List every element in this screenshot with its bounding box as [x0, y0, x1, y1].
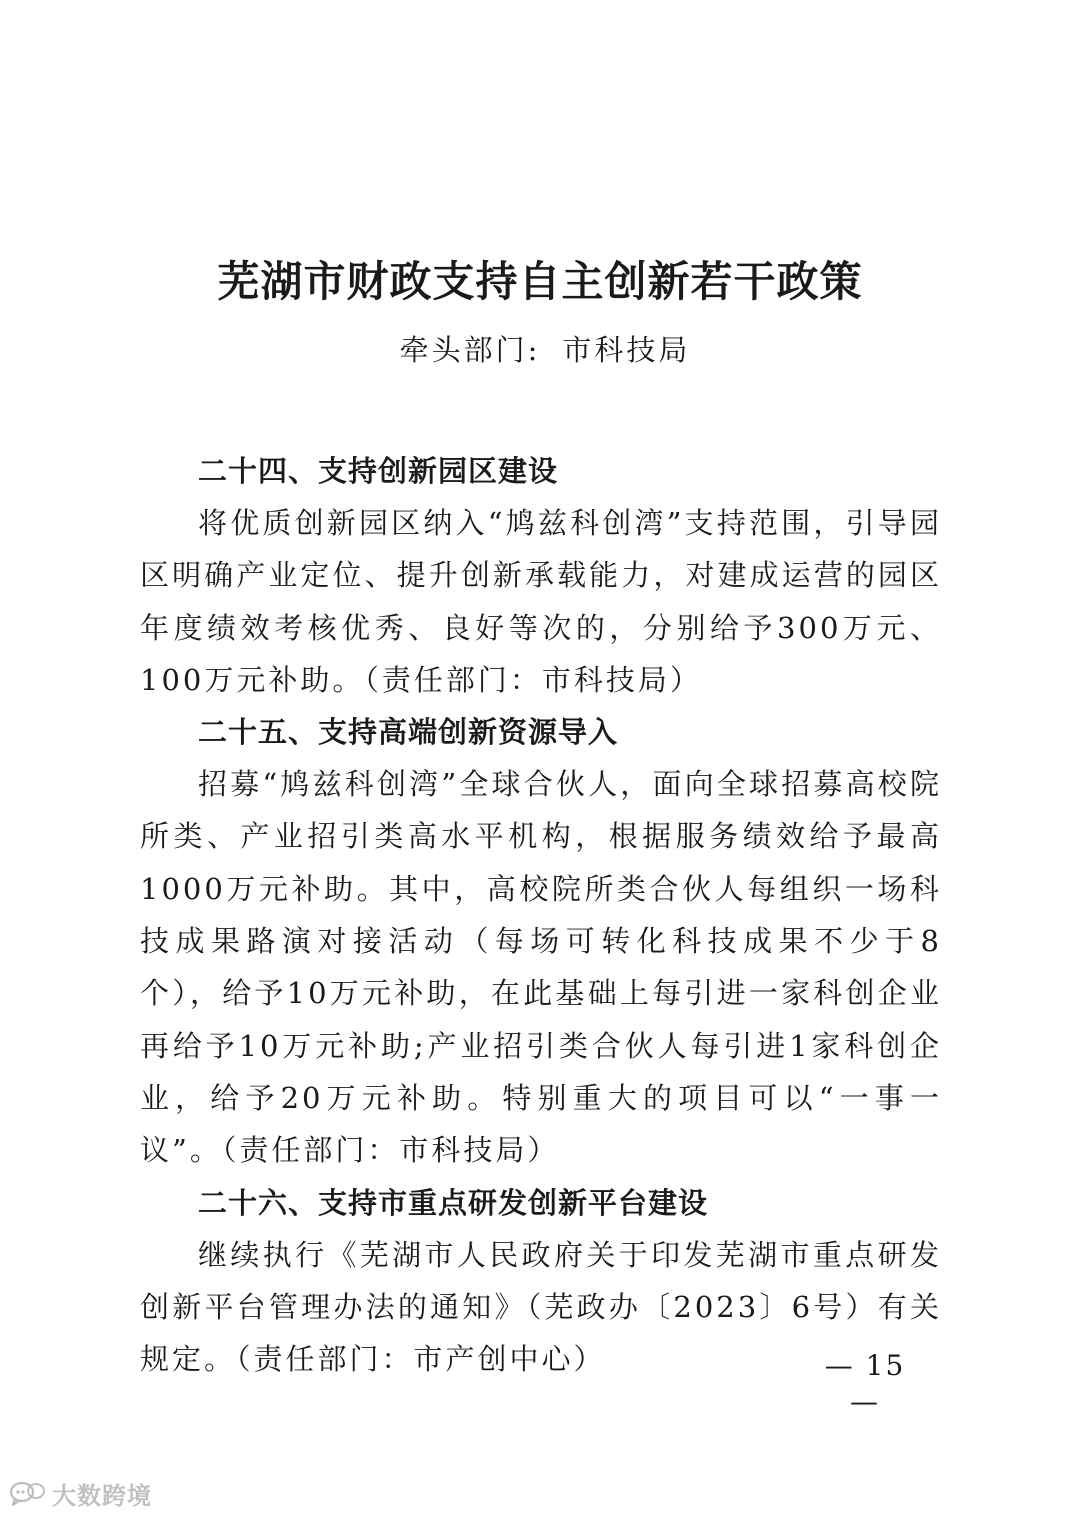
- section-body: 继续执行《芜湖市人民政府关于印发芜湖市重点研发创新平台管理办法的通知》（芜政办〔2023〕6号）有关规定。（责任部门：市产创中心）: [140, 1237, 942, 1377]
- section-body: 将优质创新园区纳入“鸠兹科创湾”支持范围，引导园区明确产业定位、提升创新承载能力，对建成运营的园区年度绩效考核优秀、良好等次的，分别给予300万元、100万元补助。（责任部门：市科技局）: [140, 506, 942, 697]
- lead-department-label: 牵头部门:: [399, 333, 541, 367]
- page-number: — 15 —: [824, 1349, 906, 1418]
- watermark: [8, 1476, 152, 1510]
- section-heading: 二十四、支持创新园区建设: [198, 454, 559, 488]
- section-body: 招募“鸠兹科创湾”全球合伙人，面向全球招募高校院所类、产业招引类高水平机构，根据服务绩效给予最高1000万元补助。其中，高校院所类合伙人每组织一场科技成果路演对接活动（每场可转化科技成果不少于8个），给予10万元补助，在此基础上每引进一家科创企业再给予10万元补助;产业招引类合伙人每引进1家科创企业，给予20万元补助。特别重大的项目可以“一事一议”。（责任部门：市科技局）: [140, 767, 942, 1168]
- page-title: 芜湖市财政支持自主创新若干政策: [217, 257, 863, 306]
- section-25: [140, 706, 942, 1176]
- speech-bubble-logo-icon: [8, 1478, 48, 1508]
- watermark-text: 大数跨境: [52, 1481, 152, 1510]
- policy-content: [140, 445, 942, 1385]
- section-heading: 二十五、支持高端创新资源导入: [198, 715, 619, 750]
- lead-department: [0, 328, 1080, 372]
- section-24: [140, 445, 942, 706]
- section-heading: 二十六、支持市重点研发创新平台建设: [198, 1185, 709, 1220]
- lead-department-value: 市科技局: [562, 333, 691, 367]
